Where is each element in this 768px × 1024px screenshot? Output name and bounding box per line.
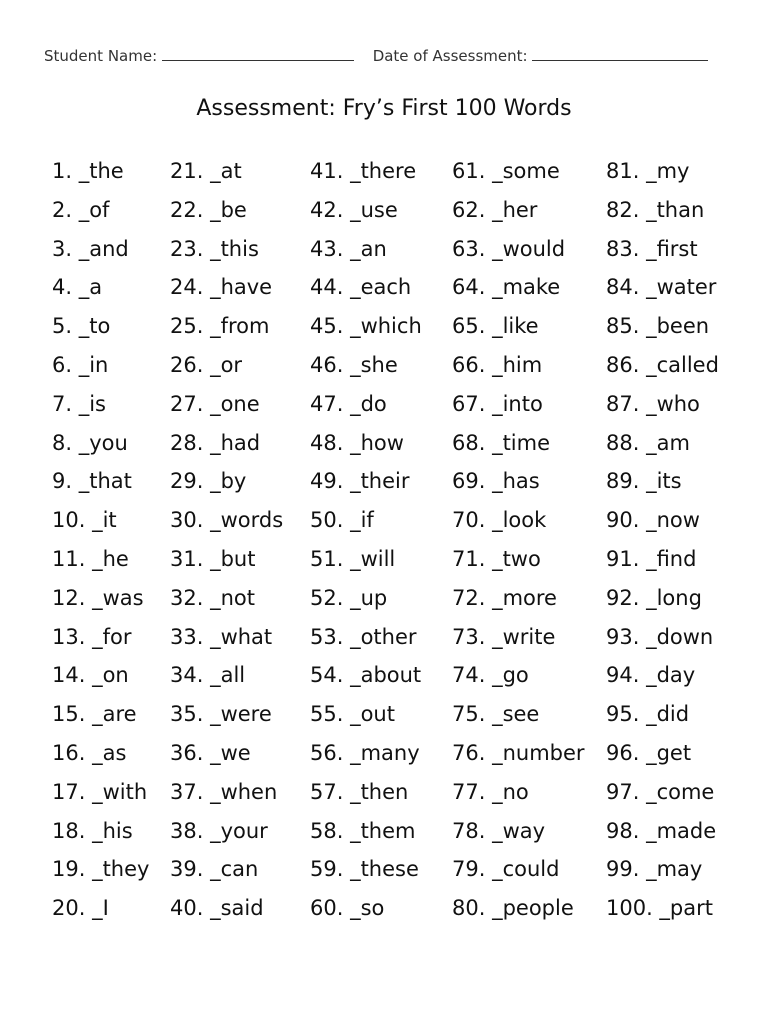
word-item: 9. _that bbox=[52, 469, 132, 494]
word-item: 32. _not bbox=[170, 585, 255, 610]
word-item: 6. _in bbox=[52, 352, 109, 377]
word-item: 51. _will bbox=[310, 546, 396, 571]
word-item: 67. _into bbox=[452, 391, 543, 416]
word-item: 44. _each bbox=[310, 275, 412, 300]
word-item: 33. _what bbox=[170, 624, 273, 649]
date-of-assessment-label: Date of Assessment: bbox=[372, 47, 528, 65]
word-item: 34. _all bbox=[170, 663, 246, 688]
word-item: 28. _had bbox=[170, 430, 261, 455]
word-item: 77. _no bbox=[452, 779, 529, 804]
word-item: 53. _other bbox=[310, 624, 417, 649]
word-item: 79. _could bbox=[452, 857, 560, 882]
word-item: 98. _made bbox=[606, 818, 717, 843]
word-item: 40. _said bbox=[170, 896, 264, 921]
word-item: 97. _come bbox=[606, 779, 715, 804]
word-item: 31. _but bbox=[170, 546, 256, 571]
word-item: 75. _see bbox=[452, 702, 540, 727]
word-item: 46. _she bbox=[310, 352, 398, 377]
word-item: 57. _then bbox=[310, 779, 409, 804]
word-item: 14. _on bbox=[52, 663, 129, 688]
word-item: 42. _use bbox=[310, 197, 398, 222]
word-item: 55. _out bbox=[310, 702, 395, 727]
word-item: 45. _which bbox=[310, 314, 422, 339]
word-column-4 bbox=[452, 152, 585, 928]
word-column-2 bbox=[170, 152, 283, 928]
word-item: 83. _first bbox=[606, 236, 698, 261]
word-item: 65. _like bbox=[452, 314, 539, 339]
word-item: 16. _as bbox=[52, 740, 127, 765]
word-item: 27. _one bbox=[170, 391, 260, 416]
word-item: 39. _can bbox=[170, 857, 259, 882]
word-item: 5. _to bbox=[52, 314, 111, 339]
word-item: 22. _be bbox=[170, 197, 247, 222]
word-item: 90. _now bbox=[606, 508, 700, 533]
word-item: 78. _way bbox=[452, 818, 546, 843]
word-item: 91. _find bbox=[606, 546, 697, 571]
word-item: 62. _her bbox=[452, 197, 538, 222]
word-item: 70. _look bbox=[452, 508, 547, 533]
word-item: 26. _or bbox=[170, 352, 243, 377]
word-item: 76. _number bbox=[452, 740, 585, 765]
word-item: 66. _him bbox=[452, 352, 543, 377]
word-item: 41. _there bbox=[310, 159, 417, 183]
word-item: 10. _it bbox=[52, 508, 117, 533]
word-item: 74. _go bbox=[452, 663, 529, 688]
word-item: 54. _about bbox=[310, 663, 422, 688]
word-item: 48. _how bbox=[310, 430, 404, 455]
word-item: 86. _called bbox=[606, 352, 719, 377]
student-name-blank bbox=[162, 46, 354, 61]
word-item: 43. _an bbox=[310, 236, 387, 261]
word-item: 19. _they bbox=[52, 857, 150, 882]
word-item: 68. _time bbox=[452, 430, 551, 455]
date-of-assessment-blank bbox=[532, 46, 708, 61]
word-item: 49. _their bbox=[310, 469, 410, 494]
word-item: 36. _we bbox=[170, 740, 251, 765]
word-item: 71. _two bbox=[452, 546, 541, 571]
word-item: 2. _of bbox=[52, 197, 110, 222]
word-item: 13. _for bbox=[52, 624, 132, 649]
word-item: 56. _many bbox=[310, 740, 420, 765]
word-item: 47. _do bbox=[310, 391, 387, 416]
word-item: 85. _been bbox=[606, 314, 710, 339]
word-item: 4. _a bbox=[52, 275, 103, 300]
word-item: 61. _some bbox=[452, 159, 560, 183]
word-item: 17. _with bbox=[52, 779, 148, 804]
word-item: 59. _these bbox=[310, 857, 419, 882]
word-item: 8. _you bbox=[52, 430, 128, 455]
word-item: 7. _is bbox=[52, 391, 106, 416]
word-item: 20. _I bbox=[52, 896, 109, 921]
word-item: 25. _from bbox=[170, 314, 270, 339]
word-item: 1. _the bbox=[52, 159, 124, 183]
word-item: 94. _day bbox=[606, 663, 696, 688]
word-item: 82. _than bbox=[606, 197, 705, 222]
word-item: 35. _were bbox=[170, 702, 272, 727]
word-item: 21. _at bbox=[170, 159, 242, 183]
word-item: 80. _people bbox=[452, 896, 574, 921]
word-item: 11. _he bbox=[52, 546, 129, 571]
word-item: 63. _would bbox=[452, 236, 566, 261]
word-item: 52. _up bbox=[310, 585, 388, 610]
word-item: 12. _was bbox=[52, 585, 144, 610]
word-item: 87. _who bbox=[606, 391, 700, 416]
word-item: 88. _am bbox=[606, 430, 690, 455]
word-item: 81. _my bbox=[606, 159, 690, 183]
header-fields bbox=[44, 46, 724, 70]
word-item: 24. _have bbox=[170, 275, 273, 300]
word-item: 29. _by bbox=[170, 469, 247, 494]
word-item: 93. _down bbox=[606, 624, 714, 649]
word-grid bbox=[52, 152, 752, 932]
word-item: 72. _more bbox=[452, 585, 557, 610]
word-item: 96. _get bbox=[606, 740, 692, 765]
word-item: 18. _his bbox=[52, 818, 133, 843]
word-item: 38. _your bbox=[170, 818, 268, 843]
word-item: 69. _has bbox=[452, 469, 540, 494]
word-column-5 bbox=[606, 152, 719, 928]
word-item: 99. _may bbox=[606, 857, 703, 882]
word-column-1 bbox=[52, 152, 149, 928]
word-item: 15. _are bbox=[52, 702, 137, 727]
word-item: 73. _write bbox=[452, 624, 556, 649]
word-item: 95. _did bbox=[606, 702, 690, 727]
student-name-label: Student Name: bbox=[44, 47, 158, 65]
word-item: 58. _them bbox=[310, 818, 416, 843]
word-item: 50. _if bbox=[310, 508, 374, 533]
word-item: 3. _and bbox=[52, 236, 129, 261]
word-column-3 bbox=[310, 152, 422, 928]
word-item: 37. _when bbox=[170, 779, 278, 804]
word-item: 92. _long bbox=[606, 585, 702, 610]
word-item: 64. _make bbox=[452, 275, 561, 300]
word-item: 23. _this bbox=[170, 236, 259, 261]
word-item: 89. _its bbox=[606, 469, 682, 494]
word-item: 60. _so bbox=[310, 896, 385, 921]
word-item: 30. _words bbox=[170, 508, 284, 533]
word-item: 100. _part bbox=[606, 896, 713, 921]
word-item: 84. _water bbox=[606, 275, 717, 300]
page-title: Assessment: Fry’s First 100 Words bbox=[196, 96, 572, 121]
